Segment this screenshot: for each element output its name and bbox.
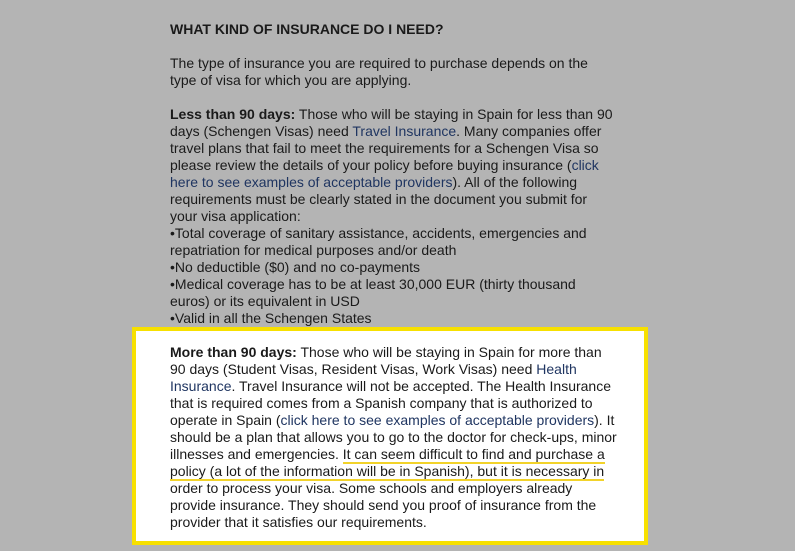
- more-than-90-paragraph: [170, 344, 618, 531]
- more-label: More than 90 days:: [170, 344, 297, 360]
- acceptable-providers-link[interactable]: click here to see examples of acceptable providers: [280, 412, 595, 428]
- requirement-item: •Medical coverage has to be at least 30,000 EUR (thirty thousand euros) or its equivalent in USD: [170, 276, 576, 309]
- requirement-item: •No deductible ($0) and no co-payments: [170, 259, 421, 275]
- intro-section: [170, 55, 618, 89]
- requirement-item: •Total coverage of sanitary assistance, accidents, emergencies and repatriation for medical purposes and/or death: [170, 225, 587, 258]
- text: . Travel Insurance will not be accepted. The Health Insurance that is required comes from a Spanish company that is authorized to operate in Spain (: [170, 378, 611, 428]
- underlined-highlight: It can seem difficult to find and purchase a policy (a lot of the information will be in Spanish), but it is necessary in: [170, 446, 605, 479]
- text: Those who will be staying in Spain for more than 90 days (Student Visas, Resident Visas, Work Visas) need: [170, 344, 602, 377]
- health-insurance-link[interactable]: Health Insurance: [170, 361, 577, 394]
- acceptable-providers-link[interactable]: click here to see examples of acceptable providers: [170, 157, 599, 190]
- less-than-90-paragraph: [170, 106, 618, 225]
- highlighted-box: [132, 327, 648, 545]
- text: order to process your visa. Some schools and employers already provide insurance. They should send you proof of insurance from the provider that it satisfies our requirements.: [170, 480, 597, 530]
- travel-insurance-link[interactable]: Travel Insurance: [352, 123, 457, 139]
- page-heading: WHAT KIND OF INSURANCE DO I NEED?: [170, 21, 444, 37]
- text: ). All of the following requirements must be clearly stated in the document you submit for your visa application:: [170, 174, 588, 224]
- requirement-item: •Valid in all the Schengen States: [170, 310, 372, 326]
- text: . Many companies offer travel plans that fail to meet the requirements for a Schengen Visa so please review the details of your policy before buying insurance (: [170, 123, 602, 173]
- intro-paragraph: The type of insurance you are required to purchase depends on the type of visa for which you are applying.: [170, 55, 588, 88]
- text: ). It should be a plan that allows you to go to the doctor for check-ups, minor illnesses and emergencies.: [170, 412, 617, 462]
- less-label: Less than 90 days:: [170, 106, 296, 122]
- text: Those who will be staying in Spain for less than 90 days (Schengen Visas) need: [170, 106, 613, 139]
- less-than-90-section: [170, 106, 618, 327]
